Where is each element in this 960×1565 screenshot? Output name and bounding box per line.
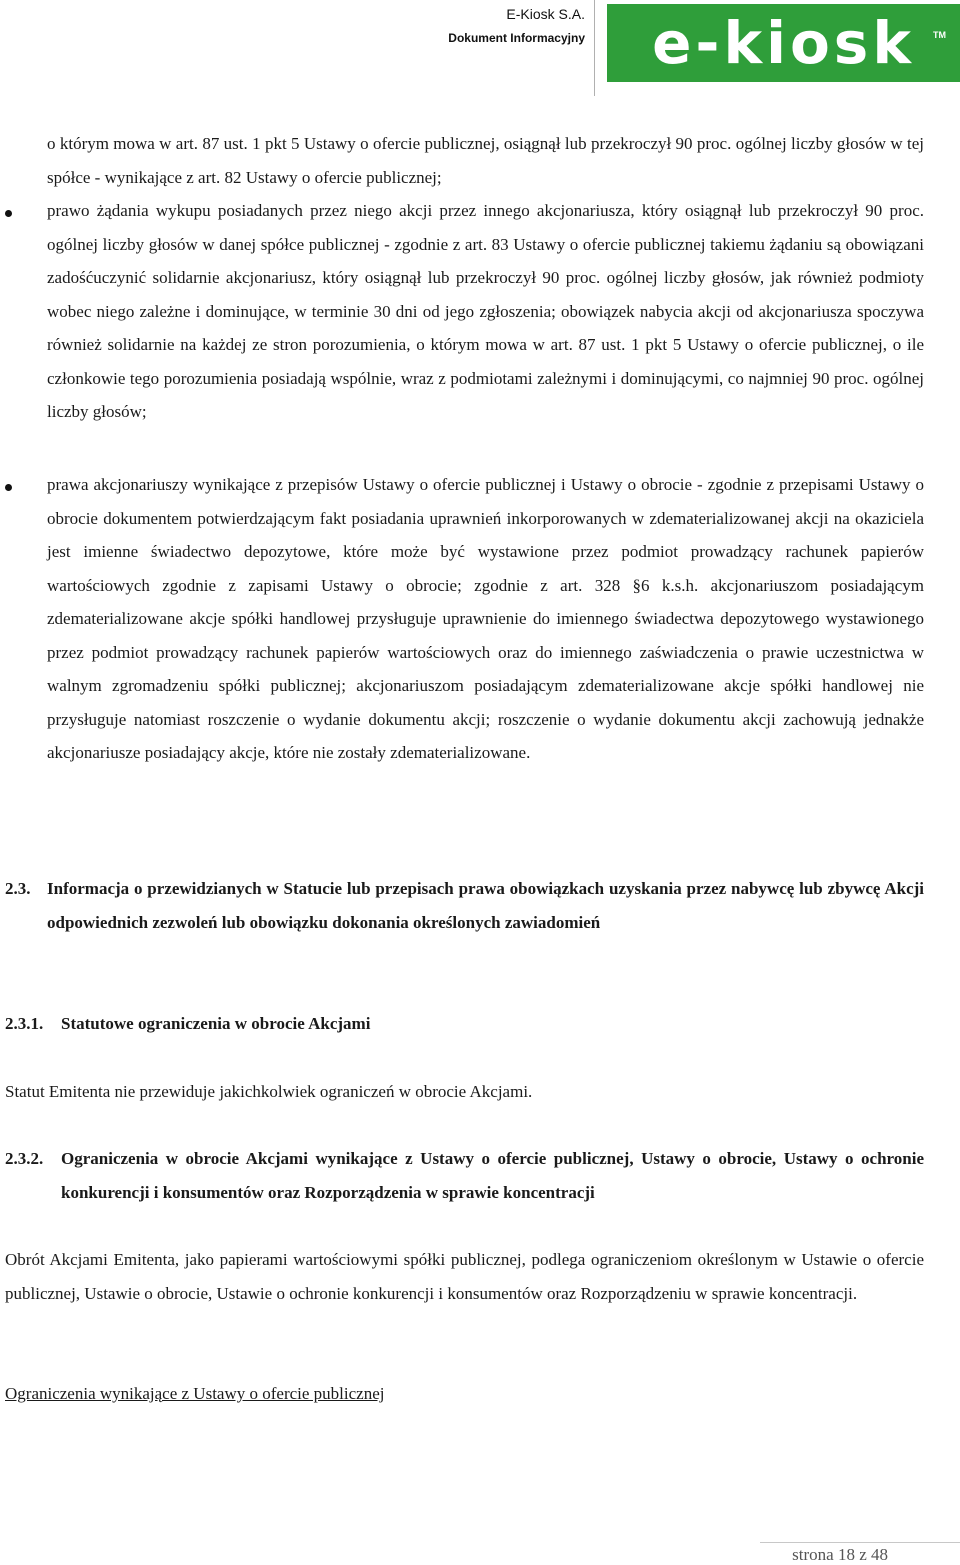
continuation-paragraph: o którym mowa w art. 87 ust. 1 pkt 5 Ustawy o ofercie publicznej, osiągnął lub przekroczył 90 proc. ogólnej liczby głosów w tej spółce - wynikające z art. 82 Ustawy o ofercie publicznej; (47, 134, 924, 187)
subsection-heading: Statutowe ograniczenia w obrocie Akcjami (61, 1014, 371, 1033)
e-kiosk-logo (607, 4, 960, 82)
subsection-body: Obrót Akcjami Emitenta, jako papierami wartościowymi spółki publicznej, podlega ograniczeniom określonym w Ustawie o ofercie publicznej, Ustawie o obrocie, Ustawie o ochronie konkurencji i konsumentów oraz Rozporządzeniu w sprawie koncentracji. (5, 1250, 924, 1303)
section-number: 2.3. (5, 879, 31, 898)
logo-trademark: TM (933, 30, 946, 40)
subsection-heading: Ograniczenia w obrocie Akcjami wynikające z Ustawy o ofercie publicznej, Ustawy o obrocie, Ustawy o ochronie konkurencji i konsumentów oraz Rozporządzenia w sprawie koncentracji (61, 1149, 924, 1202)
subsection-number: 2.3.1. (5, 1014, 44, 1033)
section-heading: Informacja o przewidzianych w Statucie lub przepisach prawa obowiązkach uzyskania przez nabywcę lub zbywcę Akcji odpowiednich zezwoleń lub obowiązku dokonania określonych zawiadomień (47, 879, 924, 932)
underlined-subheading: Ograniczenia wynikające z Ustawy o ofercie publicznej (5, 1384, 385, 1403)
logo-wordmark: e-kiosk (652, 9, 915, 77)
header-document-title: Dokument Informacyjny (448, 31, 585, 45)
subsection-body: Statut Emitenta nie przewiduje jakichkolwiek ograniczeń w obrocie Akcjami. (5, 1082, 533, 1101)
bullet-item-shareholder-rights: prawa akcjonariuszy wynikające z przepisów Ustawy o ofercie publicznej i Ustawy o obrocie - zgodnie z przepisami Ustawy o obrocie dokumentem potwierdzającym fakt posiadania uprawnień inkorporowanych w zdematerializowanej akcji na okaziciela jest imienne świadectwo depozytowe, które może być wystawione przez podmiot prowadzący rachunek papierów wartościowych zgodnie z zapisami Ustawy o obrocie; zgodnie z art. 328 §6 k.s.h. akcjonariuszom posiadającym zdematerializowane akcje spółki handlowej przysługuje uprawnienie do imiennego świadectwa depozytowego wystawionego przez podmiot prowadzący rachunek papierów wartościowych oraz do imiennego zaświadczenia o prawie uczestnictwa w walnym zgromadzeniu spółki publicznej; akcjonariuszom posiadającym zdematerializowane akcje spółki handlowej nie przysługuje natomiast roszczenie o wydanie dokumentu akcji; roszczenie o wydanie dokumentu akcji zachowują jednakże akcjonariusze posiadający akcje, które nie zostały zdematerializowane. (47, 475, 924, 762)
header-divider (594, 0, 595, 96)
header-company: E-Kiosk S.A. (506, 6, 585, 22)
footer-divider (760, 1542, 960, 1543)
bullet-dot (5, 210, 12, 217)
bullet-item-squeeze-out: prawo żądania wykupu posiadanych przez niego akcji przez innego akcjonariusza, który osiągnął lub przekroczył 90 proc. ogólnej liczby głosów w danej spółce publicznej - zgodnie z art. 83 Ustawy o ofercie publicznej takiemu żądaniu są obowiązani zadośćuczynić solidarnie akcjonariusz, który osiągnął lub przekroczył 90 proc. ogólnej liczby głosów, jak również podmioty wobec niego zależne i dominujące, w terminie 30 dni od jego zgłoszenia; obowiązek nabycia akcji od akcjonariusza spoczywa również solidarnie na każdej ze stron porozumienia, o którym mowa w art. 87 ust. 1 pkt 5 Ustawy o ofercie publicznej, o ile członkowie tego porozumienia posiadają wspólnie, wraz z podmiotami zależnymi i dominującymi, co najmniej 90 proc. ogólnej liczby głosów; (47, 201, 924, 421)
page-number: strona 18 z 48 (792, 1545, 888, 1564)
bullet-dot (5, 484, 12, 491)
subsection-number: 2.3.2. (5, 1149, 44, 1168)
